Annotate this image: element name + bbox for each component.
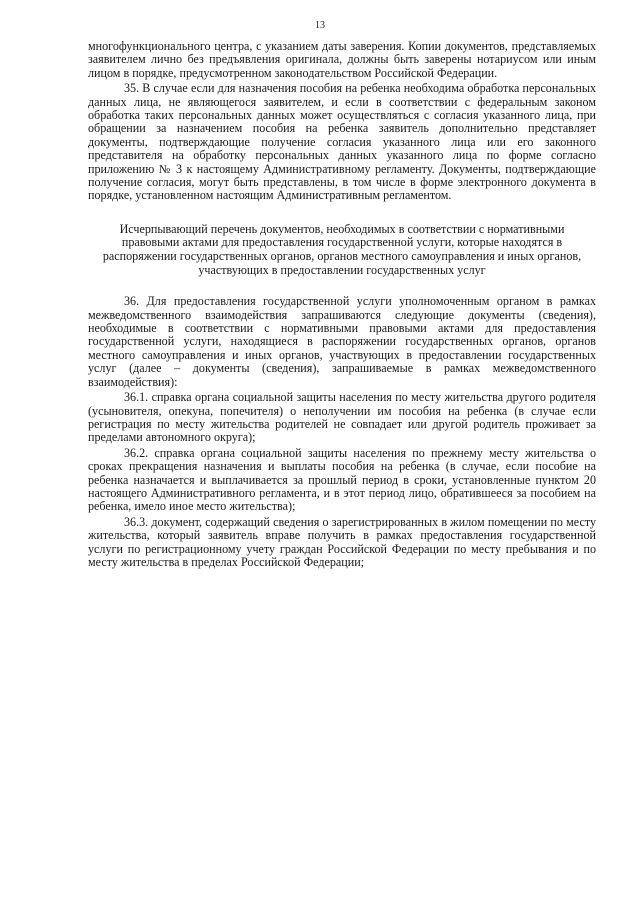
page-number: 13: [315, 20, 325, 31]
paragraph-35: 35. В случае если для назначения пособия на ребенка необходима обработка персональных данных лица, не являющегося заявителем, и если в соответствии с федеральным законом обработка таких персональных данных может осуществляться с согласия указанного лица, при обращении за назначением пособия на ребенка заявитель дополнительно представляет документы, подтверждающие получение согласия указанного лица или его законного представителя на обработку персональных данных указанного лица по форме согласно приложению № 3 к настоящему Административному регламенту. Документы, подтверждающие получение согласия, могут быть представлены, в том числе в форме электронного документа в порядке, установленном настоящим Административным регламентом.: [88, 81, 596, 203]
section-heading: Исчерпывающий перечень документов, необходимых в соответствии с нормативными правовыми актами для предоставления государственной услуги, которые находятся в распоряжении государственных органов, органов местного самоуправления и иных органов, участвующих в предоставлении государственных услуг: [102, 221, 582, 277]
list-item-36-2: 36.2. справка органа социальной защиты населения по прежнему месту жительства о сроках прекращения назначения и выплаты пособия на ребенка (в случае, если пособие на ребенка назначается и выплачивается за прошлый период в сроки, установленные пунктом 20 настоящего Административного регламента, и в этот период лицо, обратившееся за пособием на ребенка, имело иное место жительства);: [88, 445, 596, 514]
paragraph-36: 36. Для предоставления государственной услуги уполномоченным органом в рамках межведомственного взаимодействия запрашиваются следующие документы (сведения), необходимые в соответствии с нормативными правовыми актами для предоставления государственной услуги, находящиеся в распоряжении государственных органов, органов местного самоуправления и иных органов, участвующих в предоставлении государственных услуг (далее – документы (сведения), запрашиваемые в рамках межведомственного взаимодействия):: [88, 294, 596, 389]
continuation-paragraph: многофункционального центра, с указанием даты заверения. Копии документов, представляемых заявителем лично без предъявления оригинала, должны быть заверены нотариусом или иным лицом в порядке, предусмотренном законодательством Российской Федерации.: [88, 39, 596, 80]
list-item-36-1: 36.1. справка органа социальной защиты населения по месту жительства другого родителя (усыновителя, опекуна, попечителя) о неполучении им пособия на ребенка (в случае если регистрация по месту жительства родителей не совпадает или другой родитель проживает за пределами автономного округа);: [88, 390, 596, 445]
list-item-36-3: 36.3. документ, содержащий сведения о зарегистрированных в жилом помещении по месту жительства, который заявитель вправе получить в рамках предоставления государственной услуги по регистрационному учету граждан Российской Федерации по месту пребывания и по месту жительства в пределах Российской Федерации;: [88, 514, 596, 569]
document-body: [88, 40, 596, 571]
